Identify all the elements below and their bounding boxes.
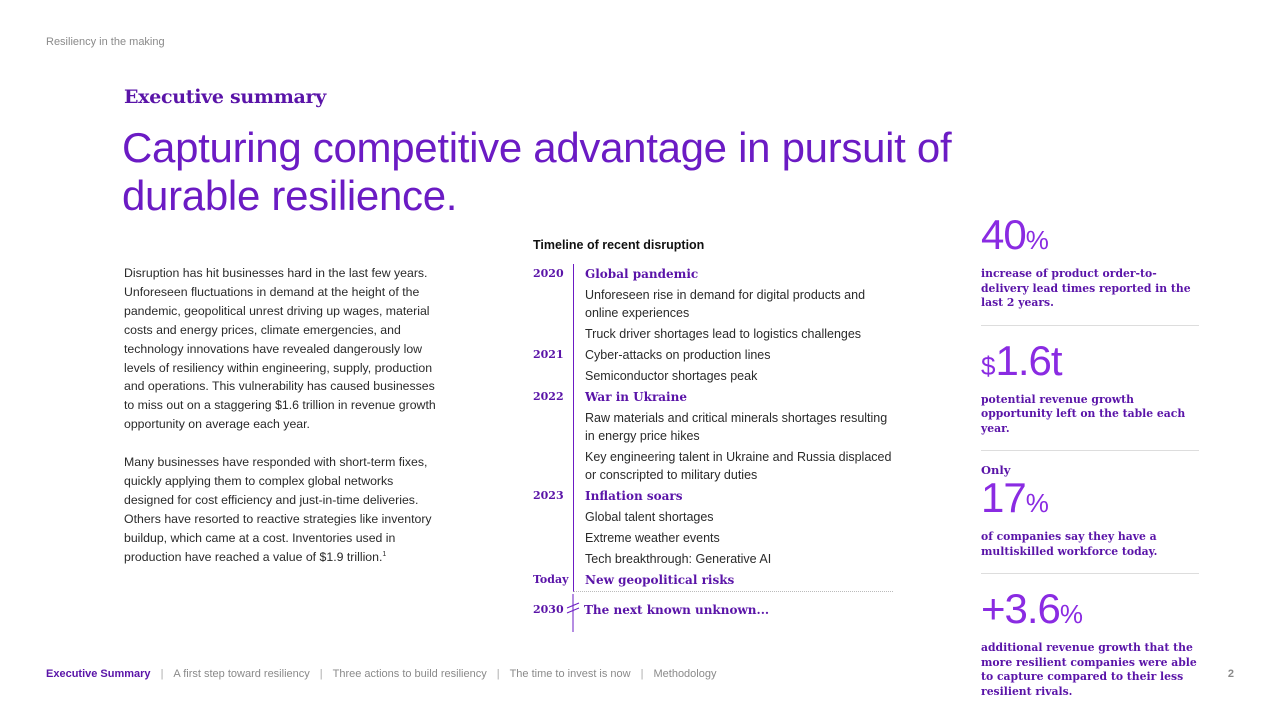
timeline-year bbox=[533, 549, 573, 570]
timeline-event: Cyber-attacks on production lines bbox=[573, 345, 893, 366]
stat-value bbox=[981, 475, 1199, 526]
timeline-year bbox=[533, 528, 573, 549]
stats-column bbox=[981, 212, 1199, 720]
body-paragraph-1: Disruption has hit businesses hard in the last few years. Unforeseen fluctuations in demand at the height of the pandemic, geopolitical unrest driving up wages, material costs and energy prices, climate emergencies, and technology innovations have revealed dangerously low levels of resiliency within engineering, supply, production and operations. This vulnerability has caused businesses to miss out on a staggering $1.6 trillion in revenue growth opportunity on average each year. bbox=[124, 266, 436, 432]
timeline-event-heading: New geopolitical risks bbox=[573, 570, 893, 592]
timeline-final-text: The next known unknown... bbox=[584, 603, 770, 617]
timeline-year bbox=[533, 324, 573, 345]
stat-unit: % bbox=[1025, 488, 1049, 518]
timeline-row bbox=[533, 387, 893, 408]
timeline-event: Truck driver shortages lead to logistics challenges bbox=[573, 324, 893, 345]
stat-description: increase of product order-to-delivery lead times reported in the last 2 years. bbox=[981, 267, 1191, 309]
footer-nav bbox=[46, 668, 716, 680]
timeline-year bbox=[533, 366, 573, 387]
stat-block bbox=[981, 338, 1199, 452]
page-title: Capturing competitive advantage in pursuit of durable resilience. bbox=[122, 124, 952, 219]
timeline-break-icon bbox=[566, 594, 580, 632]
nav-separator: | bbox=[160, 668, 164, 680]
footer-nav-item[interactable]: A first step toward resiliency bbox=[173, 668, 310, 680]
timeline-event: Extreme weather events bbox=[573, 528, 893, 549]
timeline-row bbox=[533, 345, 893, 366]
timeline bbox=[533, 264, 893, 621]
nav-separator: | bbox=[640, 668, 644, 680]
timeline-row-final bbox=[533, 600, 893, 621]
timeline-year bbox=[533, 408, 573, 447]
footer-nav-item[interactable]: The time to invest is now bbox=[509, 668, 631, 680]
timeline-year: 2023 bbox=[533, 489, 564, 502]
stat-value bbox=[981, 338, 1199, 389]
timeline-title: Timeline of recent disruption bbox=[533, 238, 705, 252]
stat-block bbox=[981, 586, 1199, 713]
timeline-event: Unforeseen rise in demand for digital products and online experiences bbox=[573, 285, 893, 324]
timeline-year: 2021 bbox=[533, 348, 564, 361]
footer-nav-item[interactable]: Methodology bbox=[653, 668, 717, 680]
timeline-row bbox=[533, 549, 893, 570]
timeline-year: 2020 bbox=[533, 267, 564, 280]
timeline-year bbox=[533, 507, 573, 528]
timeline-row bbox=[533, 486, 893, 507]
timeline-year: Today bbox=[533, 573, 569, 586]
stat-description: of companies say they have a multiskilled workforce today. bbox=[981, 530, 1158, 558]
timeline-row bbox=[533, 447, 893, 486]
timeline-row bbox=[533, 507, 893, 528]
timeline-row bbox=[533, 570, 893, 592]
timeline-row bbox=[533, 366, 893, 387]
timeline-year bbox=[533, 285, 573, 324]
stat-unit: % bbox=[1025, 225, 1049, 255]
stat-unit: % bbox=[1059, 599, 1084, 629]
section-eyebrow: Executive summary bbox=[124, 86, 326, 108]
body-text bbox=[124, 264, 444, 585]
timeline-year: 2022 bbox=[533, 390, 564, 403]
stat-value bbox=[981, 212, 1199, 263]
body-paragraph-2 bbox=[124, 453, 444, 566]
timeline-event: Semiconductor shortages peak bbox=[573, 366, 893, 387]
timeline-event: Global talent shortages bbox=[573, 507, 893, 528]
timeline-event: Tech breakthrough: Generative AI bbox=[573, 549, 893, 570]
timeline-event: Raw materials and critical minerals shortages resulting in energy price hikes bbox=[573, 408, 893, 447]
stat-value bbox=[981, 586, 1199, 637]
stat-description: additional revenue growth that the more resilient companies were able to capture compared to their less resilient rivals. bbox=[981, 641, 1197, 698]
timeline-event-heading: War in Ukraine bbox=[573, 387, 893, 408]
footnote-marker[interactable]: 1 bbox=[382, 550, 387, 558]
stat-currency: $ bbox=[981, 350, 996, 381]
timeline-row bbox=[533, 285, 893, 324]
timeline-row bbox=[533, 324, 893, 345]
timeline-event: Key engineering talent in Ukraine and Russia displaced or conscripted to military duties bbox=[573, 447, 893, 486]
timeline-year: 2030 bbox=[533, 603, 564, 616]
stat-number: 17 bbox=[981, 474, 1026, 521]
footer-nav-item[interactable]: Three actions to build resiliency bbox=[332, 668, 487, 680]
stat-number: 1.6t bbox=[995, 336, 1062, 384]
timeline-event-heading: Inflation soars bbox=[573, 486, 893, 507]
stat-block bbox=[981, 463, 1199, 574]
stat-block bbox=[981, 212, 1199, 326]
timeline-event-heading bbox=[573, 600, 893, 621]
stat-prefix-text: Only bbox=[981, 463, 1011, 477]
nav-separator: | bbox=[496, 668, 500, 680]
stat-number: +3.6 bbox=[981, 585, 1060, 632]
body-paragraph-2-text: Many businesses have responded with short-term fixes, quickly applying them to complex global networks designed for cost efficiency and just-in-time deliveries. Others have resorted to reactive strategies like inventory buildup, which came at a cost. Inventories used in production have reached a value of $1.9 trillion. bbox=[124, 455, 432, 564]
timeline-event-heading: Global pandemic bbox=[573, 264, 893, 285]
nav-separator: | bbox=[319, 668, 323, 680]
timeline-year bbox=[533, 447, 573, 486]
running-head: Resiliency in the making bbox=[46, 36, 165, 48]
stat-description: potential revenue growth opportunity left on the table each year. bbox=[981, 392, 1186, 435]
timeline-row bbox=[533, 408, 893, 447]
stat-number: 40 bbox=[981, 211, 1026, 258]
footer-nav-item[interactable]: Executive Summary bbox=[46, 668, 151, 680]
timeline-row bbox=[533, 528, 893, 549]
timeline-row bbox=[533, 264, 893, 285]
page-number: 2 bbox=[1227, 668, 1234, 680]
